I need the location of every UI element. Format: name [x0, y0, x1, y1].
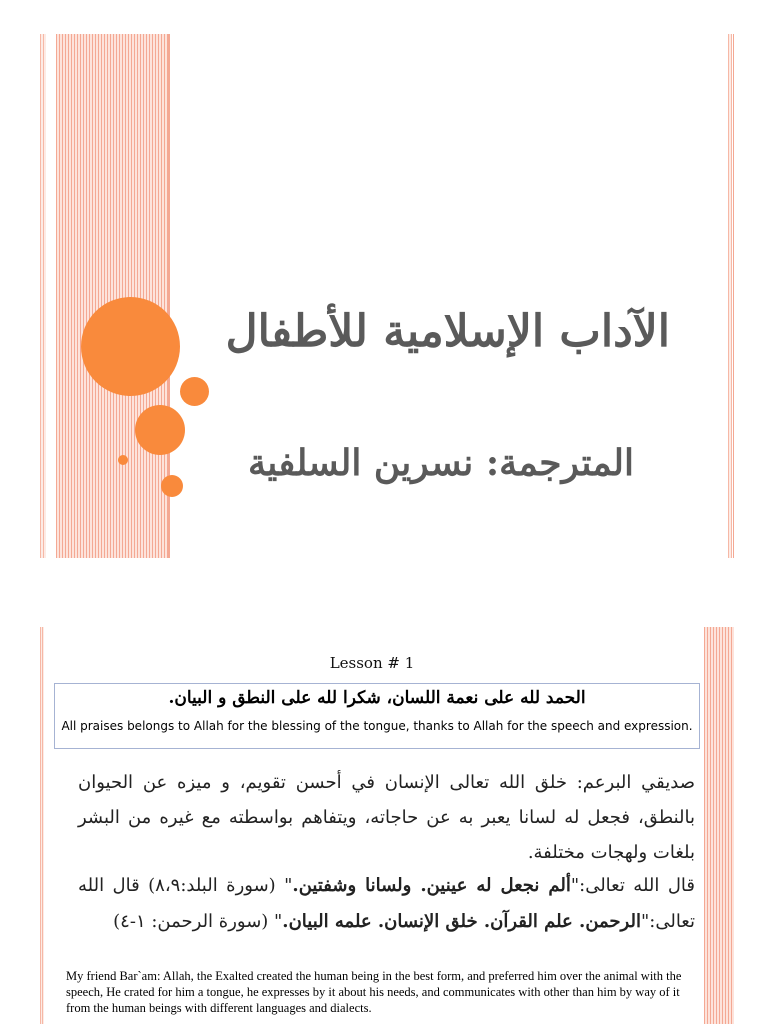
dua-arabic: الحمد لله على نعمة اللسان، شكرا لله على النطق و البيان. — [168, 688, 586, 708]
slide-subtitle: المترجمة: نسرين السلفية — [247, 442, 634, 484]
lesson-slide — [40, 627, 734, 1024]
decorative-circle-large — [81, 297, 180, 396]
decorative-stripe-right-edge — [733, 34, 734, 558]
lesson-number: Lesson # 1 — [329, 654, 415, 672]
verse2-text: الرحمن. علم القرآن. خلق الإنسان. علمه البيان. — [282, 911, 641, 932]
decorative-stripe-right — [728, 34, 732, 558]
lesson-paragraph-arabic: صديقي البرعم: خلق الله تعالى الإنسان في أحسن تقويم، و ميزه عن الحيوان بالنطق، فجعل له لسانا يعبر به عن حاجاته، ويتفاهم بواسطته مع غيره من البشر بلغات ولهجات مختلفة. — [78, 772, 695, 863]
verse2-reference: " (سورة الرحمن: ١-٤) — [113, 911, 283, 932]
verse1-reference: " (سورة البلد:٨،٩) قال الله — [78, 875, 293, 896]
decorative-stripe-left — [40, 627, 44, 1024]
decorative-stripe-left — [56, 34, 168, 558]
verse1-intro: قال الله تعالى:" — [570, 875, 696, 896]
slide-title: الآداب الإسلامية للأطفال — [225, 306, 670, 357]
title-slide — [40, 34, 734, 558]
decorative-circle-small — [180, 377, 209, 406]
dua-english: All praises belongs to Allah for the blessing of the tongue, thanks to Allah for the speech and expression. — [61, 719, 693, 733]
decorative-circle-dot — [118, 455, 128, 465]
decorative-stripe-right — [704, 627, 734, 1024]
decorative-stripe-left-outer — [40, 34, 46, 558]
verse1-text: ألم نجعل له عينين. ولسانا وشفتين. — [292, 875, 571, 896]
decorative-circle-medium — [135, 405, 185, 455]
dua-box — [54, 683, 700, 749]
quran-verses — [78, 868, 695, 940]
decorative-circle-small — [161, 475, 183, 497]
verse2-intro: تعالى:" — [640, 911, 695, 932]
lesson-paragraph-english: My friend Bar`am: Allah, the Exalted created the human being in the best form, and preferred him over the animal with the speech, He crated for him a tongue, he expresses by it about his needs, and communicates with other than him by way of it from the human beings with different languages and dialects. — [66, 969, 682, 1015]
